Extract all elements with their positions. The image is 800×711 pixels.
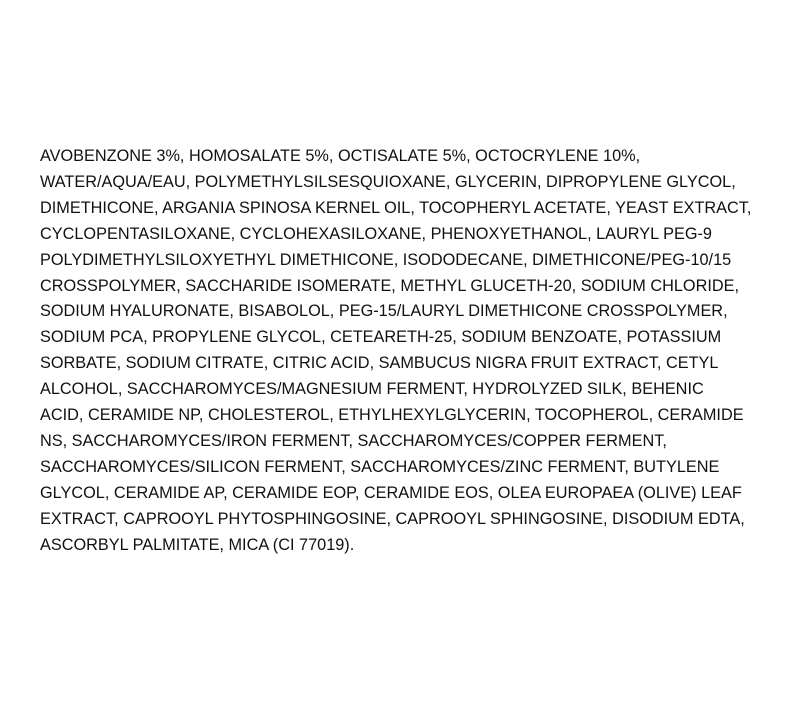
ingredients-line: AVOBENZONE 3%, HOMOSALATE 5%, OCTISALATE 5%, OCTOCRYLENE 10%, (40, 147, 641, 165)
ingredients-line: DIMETHICONE, ARGANIA SPINOSA KERNEL OIL, TOCOPHERYL ACETATE, YEAST EXTRACT, (40, 198, 752, 217)
ingredients-line: CYCLOPENTASILOXANE, CYCLOHEXASILOXANE, PHENOXYETHANOL, LAURYL PEG-9 (40, 224, 712, 243)
ingredients-line: ALCOHOL, SACCHAROMYCES/MAGNESIUM FERMENT, HYDROLYZED SILK, BEHENIC (40, 380, 704, 399)
ingredients-line: SODIUM PCA, PROPYLENE GLYCOL, CETEARETH-25, SODIUM BENZOATE, POTASSIUM (40, 328, 722, 347)
ingredients-line: SACCHAROMYCES/SILICON FERMENT, SACCHAROMYCES/ZINC FERMENT, BUTYLENE (40, 457, 720, 476)
ingredients-list (40, 144, 785, 559)
ingredients-line: POLYDIMETHYLSILOXYETHYL DIMETHICONE, ISODODECANE, DIMETHICONE/PEG-10/15 (40, 250, 732, 269)
ingredients-line: GLYCOL, CERAMIDE AP, CERAMIDE EOP, CERAMIDE EOS, OLEA EUROPAEA (OLIVE) LEAF (40, 483, 742, 502)
ingredients-line: SORBATE, SODIUM CITRATE, CITRIC ACID, SAMBUCUS NIGRA FRUIT EXTRACT, CETYL (40, 354, 719, 373)
ingredients-line: CROSSPOLYMER, SACCHARIDE ISOMERATE, METHYL GLUCETH-20, SODIUM CHLORIDE, (40, 276, 739, 295)
ingredients-line: EXTRACT, CAPROOYL PHYTOSPHINGOSINE, CAPROOYL SPHINGOSINE, DISODIUM EDTA, (40, 509, 745, 528)
ingredients-line: ACID, CERAMIDE NP, CHOLESTEROL, ETHYLHEXYLGLYCERIN, TOCOPHEROL, CERAMIDE (40, 406, 744, 425)
ingredients-line: NS, SACCHAROMYCES/IRON FERMENT, SACCHAROMYCES/COPPER FERMENT, (40, 431, 667, 450)
ingredients-line: SODIUM HYALURONATE, BISABOLOL, PEG-15/LAURYL DIMETHICONE CROSSPOLYMER, (40, 302, 728, 321)
ingredients-line: ASCORBYL PALMITATE, MICA (CI 77019). (40, 535, 355, 554)
ingredients-line: WATER/AQUA/EAU, POLYMETHYLSILSESQUIOXANE, GLYCERIN, DIPROPYLENE GLYCOL, (40, 172, 736, 191)
